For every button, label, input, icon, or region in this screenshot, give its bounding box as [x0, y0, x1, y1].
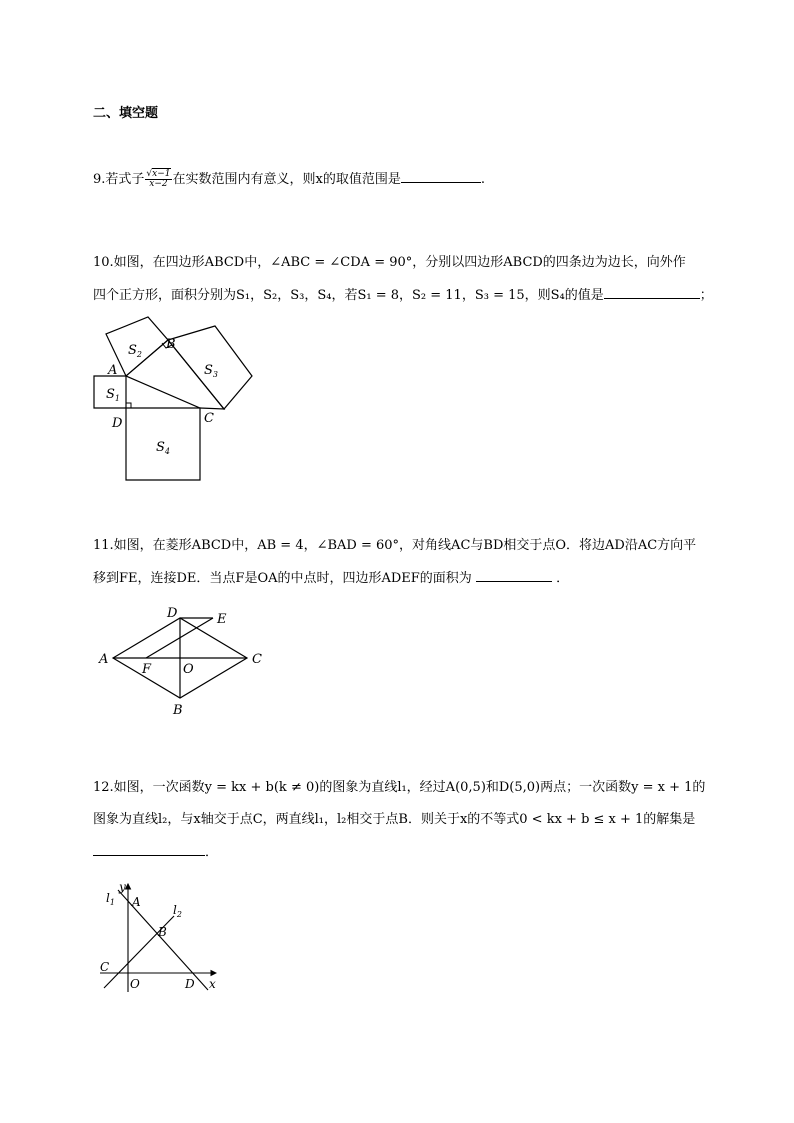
section-title: 二、填空题 — [93, 106, 159, 121]
question-9 — [93, 170, 485, 189]
label-s4: S — [156, 440, 165, 455]
q10-figure — [90, 312, 260, 487]
label-c: C — [100, 960, 110, 974]
label-b: B — [166, 337, 176, 352]
q9-prefix: 9.若式子 — [93, 172, 145, 187]
q9-end: . — [480, 172, 485, 187]
sqrt-sign: √ — [146, 169, 153, 179]
q12-end: ． — [205, 845, 219, 860]
q12-line-1: 12.如图，一次函数y = kx + b(k ≠ 0)的图象为直线l₁，经过A(0,5)和D(5,0)两点；一次函数y = x + 1的 — [93, 780, 706, 795]
q10-line-2-text: 四个正方形，面积分别为S₁，S₂，S₃，S₄，若S₁ = 8，S₂ = 11，S₃ = 15，则S₄的值是 — [93, 288, 604, 303]
label-b: B — [173, 703, 183, 718]
q11-end: ． — [556, 571, 570, 586]
label-d: D — [185, 977, 195, 991]
right-angle-d — [126, 403, 131, 408]
q9-answer-blank[interactable] — [401, 170, 481, 183]
label-s3: S — [204, 363, 213, 378]
label-s1: S — [106, 387, 115, 402]
q10-line-1: 10.如图，在四边形ABCD中，∠ABC = ∠CDA = 90°，分别以四边形ABCD的四条边为边长，向外作 — [93, 255, 686, 270]
svg-text:S2: $S_2$ — [128, 343, 142, 359]
q12-figure — [92, 878, 227, 998]
label-e: E — [217, 612, 227, 627]
label-f: F — [142, 662, 152, 677]
label-l2: l — [173, 903, 177, 917]
q12-line-3 — [93, 843, 218, 862]
q9-fraction — [145, 170, 171, 189]
q9-numerator: x−1 — [152, 169, 171, 179]
q11-line-2-text: 移到FE，连接DE．当点F是OA的中点时，四边形ADEF的面积为 — [93, 571, 472, 586]
label-c: C — [204, 411, 214, 426]
label-b: B — [158, 925, 167, 939]
q10-line-2 — [93, 286, 713, 305]
label-x: x — [209, 977, 216, 991]
q9-denominator: x−2 — [149, 179, 168, 189]
label-s2: S — [128, 343, 137, 358]
q12-answer-blank[interactable] — [93, 843, 205, 856]
label-d: D — [112, 416, 123, 431]
label-d: D — [167, 606, 178, 621]
svg-text:S3: $S_3$ — [204, 363, 218, 379]
label-a: A — [108, 363, 118, 378]
label-a: A — [99, 652, 109, 667]
q11-line-1: 11.如图，在菱形ABCD中，AB = 4，∠BAD = 60°，对角线AC与BD相交于点O．将边AD沿AC方向平 — [93, 538, 697, 553]
svg-text:l2: $l_2$ — [173, 903, 182, 919]
svg-text:S1: $S_1$ — [106, 387, 120, 403]
svg-text:l1: $l_1$ — [106, 891, 115, 907]
label-c: C — [252, 652, 262, 667]
q10-end: ； — [699, 288, 713, 303]
label-o: O — [130, 977, 140, 991]
q11-figure — [95, 605, 270, 720]
q9-suffix: 在实数范围内有意义，则x的取值范围是 — [172, 172, 401, 187]
q11-line-2 — [93, 569, 569, 588]
q12-line-2: 图象为直线l₂，与x轴交于点C，两直线l₁，l₂相交于点B．则关于x的不等式0 < kx + b ≤ x + 1的解集是 — [93, 812, 696, 827]
label-o: O — [183, 662, 194, 677]
q11-answer-blank[interactable] — [476, 569, 552, 582]
label-y: y — [119, 880, 126, 894]
label-a: A — [132, 895, 141, 909]
q10-answer-blank[interactable] — [604, 286, 700, 299]
label-l1: l — [106, 891, 110, 905]
svg-text:S4: $S_4$ — [156, 440, 170, 456]
